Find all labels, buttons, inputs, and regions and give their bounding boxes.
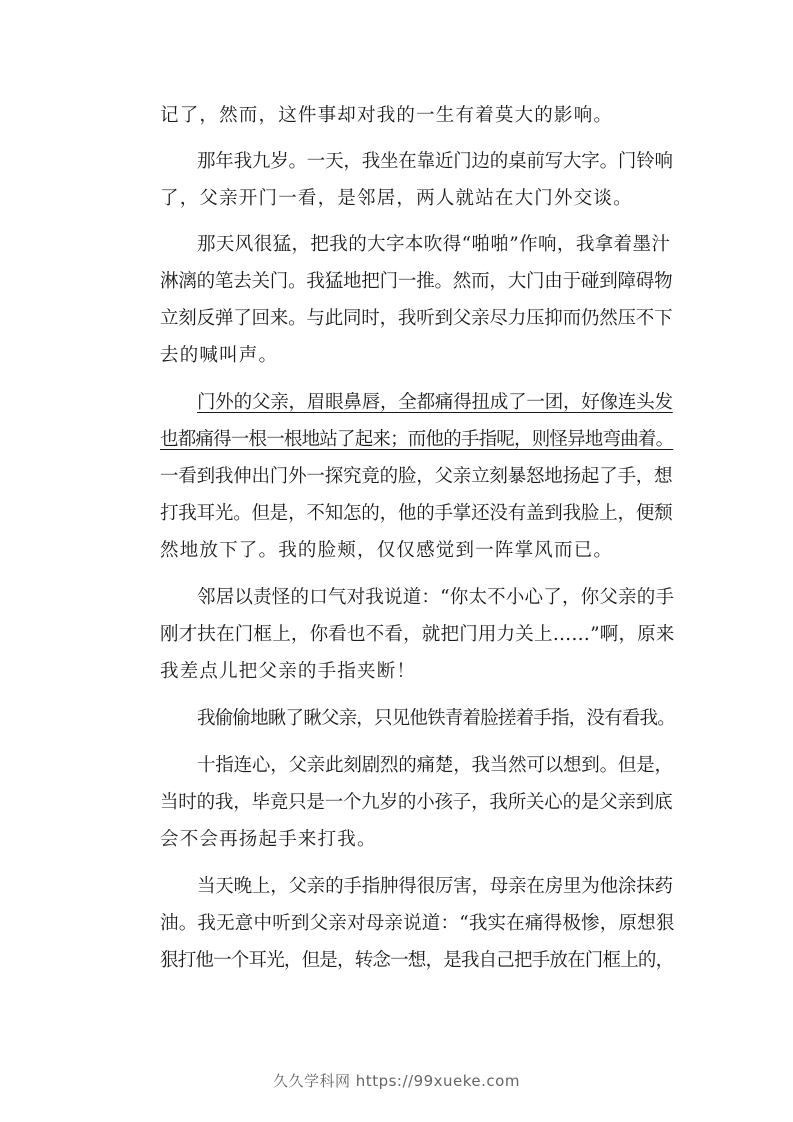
text-line: 了，父亲开门一看，是邻居，两人就站在大门外交谈。: [160, 188, 633, 209]
text-line: 当时的我，毕竟只是一个九岁的小孩子，我所关心的是父亲到底: [160, 792, 673, 813]
text-line: 狠打他一个耳光，但是，转念一想，是我自己把手放在门框上的，: [160, 950, 674, 971]
paragraph-start-line: 那年我九岁。一天，我坐在靠近门边的桌前写大字。门铃响: [197, 151, 673, 172]
text-line: 然地放下了。我的脸颊，仅仅感觉到一阵掌风而已。: [160, 540, 614, 561]
paragraph-start-line: 那天风很猛，把我的大字本吹得“啪啪”作响，我拿着墨汁: [197, 234, 671, 255]
text-line: 会不会再扬起手来打我。: [160, 829, 377, 850]
text-line: 淋漓的笔去关门。我猛地把门一推。然而，大门由于碰到障碍物: [160, 271, 673, 292]
text-line: 刚才扶在门框上，你看也不看，就把门用力关上……”啊，原来: [160, 624, 675, 645]
underlined-line: 也都痛得一根一根地站了起来；而他的手指呢，则怪异地弯曲着。: [160, 429, 674, 450]
footer-watermark: 久久学科网 https://99xueke.com: [273, 1072, 520, 1090]
text-line: 去的喊叫声。: [160, 345, 279, 366]
text-line: 一看到我伸出门外一探究竟的脸，父亲立刻暴怒地扬起了手，想: [160, 466, 673, 487]
text-line: 油。我无意中听到父亲对母亲说道：“我实在痛得极惨，原想狠: [160, 913, 675, 934]
paragraph-start-line: 十指连心，父亲此刻剧烈的痛楚，我当然可以想到。但是，: [197, 755, 673, 776]
underlined-line: 门外的父亲，眉眼鼻唇，全都痛得扭成了一团，好像连头发: [197, 392, 673, 413]
paragraph-start-line: 我偷偷地瞅了瞅父亲，只见他铁青着脸搓着手指，没有看我。: [197, 708, 675, 729]
text-line: 记了，然而，这件事却对我的一生有着莫大的影响。: [160, 105, 614, 126]
text-line: 我差点儿把父亲的手指夹断！: [160, 661, 417, 682]
paragraph-start-line: 邻居以责怪的口气对我说道：“你太不小心了，你父亲的手: [197, 587, 675, 608]
text-line: 立刻反弹了回来。与此同时，我听到父亲尽力压抑而仍然压不下: [160, 308, 673, 329]
text-line: 打我耳光。但是，不知怎的，他的手掌还没有盖到我脸上，便颓: [160, 503, 673, 524]
paragraph-start-line: 当天晚上，父亲的手指肿得很厉害，母亲在房里为他涂抹药: [197, 876, 673, 897]
